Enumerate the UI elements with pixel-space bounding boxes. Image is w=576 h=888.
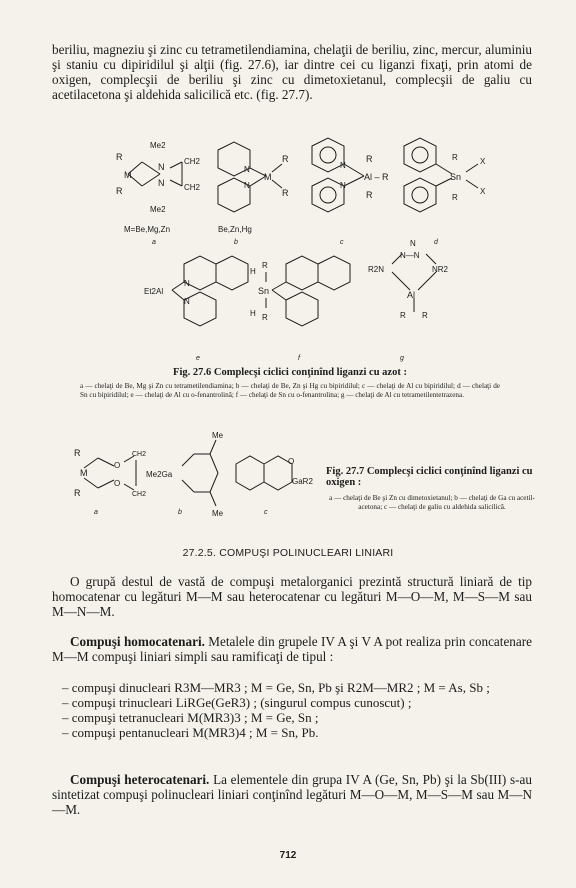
label-gar2: GaR2 xyxy=(292,477,313,486)
label-r-g1: R xyxy=(400,311,406,320)
label-me2-top: Me2 xyxy=(150,141,166,150)
label-r-77a2: R xyxy=(74,488,81,498)
homocatenar-text: Metalele din grupele IV A şi V A pot realiza prin concatenare M—M compuşi liniari simpli sau ramificaţi de tipul : xyxy=(52,634,532,664)
label-r-a2: R xyxy=(116,186,123,196)
structure-e xyxy=(144,256,248,362)
label-r-g2: R xyxy=(422,311,428,320)
label-nnn: N—N xyxy=(400,251,420,260)
label-r-b1: R xyxy=(282,154,289,164)
label-ch2-77a1: CH2 xyxy=(132,451,147,458)
label-r2n-g: R2N xyxy=(368,265,385,274)
label-nr2-g: NR2 xyxy=(432,265,449,274)
label-ch2-77a2: CH2 xyxy=(132,491,147,498)
figure-27-7-title: Fig. 27.7 Complecşi ciclici conţinînd liganzi cu oxigen : xyxy=(326,466,533,488)
label-f: f xyxy=(298,355,300,362)
label-n-top-g: N xyxy=(410,239,416,248)
label-a: a xyxy=(152,239,156,246)
label-r-f2: R xyxy=(262,313,268,322)
label-r-d1: R xyxy=(452,153,458,162)
label-h-f2: H xyxy=(250,309,256,318)
label-g: g xyxy=(400,355,404,362)
label-x-d1: X xyxy=(480,157,486,166)
structure-c xyxy=(312,138,389,246)
section-paragraph-2 xyxy=(52,634,532,664)
label-d: d xyxy=(434,239,438,246)
label-me-77b2: Me xyxy=(212,509,224,518)
structure-a xyxy=(116,141,201,246)
label-a-metal: M=Be,Mg,Zn xyxy=(124,225,171,234)
label-c-77: c xyxy=(264,509,268,516)
label-n-a2: N xyxy=(158,178,165,188)
section-paragraph-1: O grupă destul de vastă de compuşi metalorganici prezintă structură liniară de tip homocatenar cu legături M—M sau heterocatenar cu legături M—O—M, M—S—M sau M—N—M. xyxy=(52,574,532,619)
label-n-b1: N xyxy=(244,165,250,174)
structure-27-7-a xyxy=(74,448,146,516)
label-o-77a2: O xyxy=(114,479,121,488)
intro-paragraph: beriliu, magneziu şi zinc cu tetrametilendiamina, chelaţii de beriliu, zinc, mercur, aluminiu şi staniu cu dipiridilul şi alţii (fig. 27.6), iar dintre cei cu liganzi fixaţi, prin atomi de oxigen, complecşii de beriliu şi zinc cu dimetoxietanul, complecşii de galiu cu acetilacetona şi aldehida salicilică etc. (fig. 27.7). xyxy=(52,42,532,102)
label-n-e2: N xyxy=(184,297,190,306)
structure-27-7-b xyxy=(146,431,224,518)
label-x-d2: X xyxy=(480,187,486,196)
figure-27-7-caption: a — chelaţi de Be şi Zn cu dimetoxietanul; b — chelaţi de Ga cu acetil-acetona; c — chelaţi de galiu cu aldehida salicilică. xyxy=(329,494,535,511)
label-r-c2: R xyxy=(366,190,373,200)
structure-b xyxy=(218,142,289,246)
label-c: c xyxy=(340,239,344,246)
label-o-77a1: O xyxy=(114,461,121,470)
label-sn-f: Sn xyxy=(258,286,270,296)
label-n-c1: N xyxy=(340,161,346,170)
list-item: – compuşi dinucleari R3M—MR3 ; M = Ge, Sn, Pb şi R2M—MR2 ; M = As, Sb ; xyxy=(62,680,490,695)
structure-g xyxy=(368,239,449,362)
section-heading: 27.2.5. COMPUŞI POLINUCLEARI LINIARI xyxy=(182,547,394,559)
label-et2al: Et2Al xyxy=(144,287,164,296)
label-n-c2: N xyxy=(340,181,346,190)
label-e: e xyxy=(196,355,200,362)
section-paragraph-3 xyxy=(52,772,532,817)
label-ch2-bottom: CH2 xyxy=(184,183,201,192)
label-m-a: M xyxy=(124,170,132,180)
label-n-b2: N xyxy=(244,181,250,190)
label-r-77a1: R xyxy=(74,448,81,458)
list-item: – compuşi tetranucleari M(MR3)3 ; M = Ge, Sn ; xyxy=(62,710,319,725)
label-h-f1: H xyxy=(250,267,256,276)
label-m-77a: M xyxy=(80,468,88,478)
label-me2ga: Me2Ga xyxy=(146,470,173,479)
label-ch2-top: CH2 xyxy=(184,157,201,166)
label-al-r-c: Al – R xyxy=(364,172,389,182)
label-n-e1: N xyxy=(184,279,190,288)
heterocatenar-heading: Compuşi heterocatenari. xyxy=(70,772,210,787)
label-n-a1: N xyxy=(158,162,165,172)
list-item: – compuşi pentanucleari M(MR3)4 ; M = Sn, Pb. xyxy=(62,725,319,740)
label-r-f1: R xyxy=(262,261,268,270)
structure-f xyxy=(250,256,350,362)
label-r-b2: R xyxy=(282,188,289,198)
label-sn-d: Sn xyxy=(450,172,462,182)
label-b: b xyxy=(234,239,238,246)
heterocatenar-text: La elementele din grupa IV A (Ge, Sn, Pb) şi la Sb(III) s-au sintetizat compuşi polinucleari liniari conţinînd legături M—O—M, M—S—M sau M—N—M. xyxy=(52,772,532,817)
label-b-77: b xyxy=(178,509,182,516)
label-r-c1: R xyxy=(366,154,373,164)
structure-27-7-c xyxy=(236,456,313,516)
label-me2-bottom: Me2 xyxy=(150,205,166,214)
homocatenar-heading: Compuşi homocatenari. xyxy=(70,634,205,649)
figure-27-6-caption: a — chelaţi de Be, Mg şi Zn cu tetrametilendiamina; b — chelaţi de Be, Zn şi Hg cu bipiridilul; c — chelaţi de Al cu bipiridilul; d — chelaţi de Sn cu bipiridilul; e — chelaţi de Al cu o-fenantrolină; f — chelaţi de Sn cu o-fenantrolina; g — chelaţi de Al cu tetrametilentetrazena. xyxy=(80,382,500,399)
label-m-b: M xyxy=(264,172,272,182)
compound-list xyxy=(52,680,532,740)
label-a-77: a xyxy=(94,509,98,516)
structure-d xyxy=(404,138,486,246)
figure-27-6-title: Fig. 27.6 Complecşi ciclici conţinînd liganzi cu azot : xyxy=(173,367,407,378)
list-item: – compuşi trinucleari LiRGe(GeR3) ; (singurul compus cunoscut) ; xyxy=(62,695,412,710)
label-r-a1: R xyxy=(116,152,123,162)
label-b-metal: Be,Zn,Hg xyxy=(218,225,252,234)
label-r-d2: R xyxy=(452,193,458,202)
label-al-g: Al xyxy=(407,290,416,300)
figure-27-7 xyxy=(58,428,328,528)
figure-27-6 xyxy=(100,132,500,380)
page-number: 712 xyxy=(279,850,297,861)
label-me-77b1: Me xyxy=(212,431,224,440)
label-o-77c: O xyxy=(288,457,295,466)
